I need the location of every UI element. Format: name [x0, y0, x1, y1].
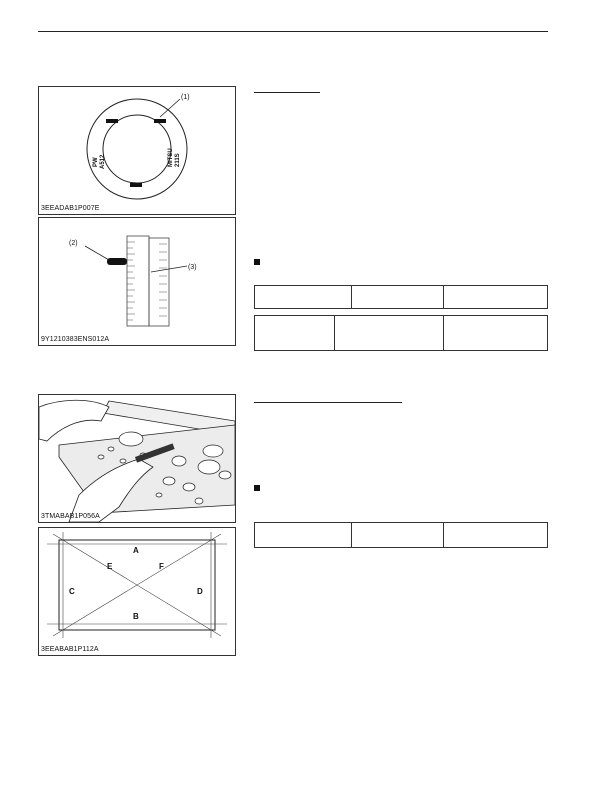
figure-gauge [38, 217, 236, 346]
diagram-label: B [133, 612, 139, 621]
table-cell [444, 286, 547, 308]
callout-leader [160, 99, 180, 117]
measure-diagram [39, 528, 235, 655]
table-cell [335, 316, 444, 350]
spec-table [254, 522, 548, 548]
ring-text: 211S [175, 153, 181, 167]
figure-ring-marks [38, 86, 236, 215]
plastigage-strip [107, 258, 127, 265]
ring-text: A512 [100, 154, 106, 169]
gauge-scale-right [149, 238, 169, 326]
gauge-ticks [127, 242, 167, 320]
header-rule [38, 31, 548, 32]
ring-mark [130, 183, 142, 187]
table-cell [352, 523, 444, 547]
ring-mark [154, 119, 166, 123]
ring-inner [103, 115, 171, 183]
table-cell [352, 286, 444, 308]
gauge-scale-left [127, 236, 149, 326]
gauge-illustration [39, 218, 235, 345]
ring-mark [106, 119, 118, 123]
callout-leader [85, 246, 109, 260]
figure-code: 9Y1210383ENS012A [41, 336, 110, 343]
section-heading-rule [254, 402, 402, 403]
figure-code: 3EEABAB1P112A [41, 646, 99, 653]
callout-label: (3) [188, 264, 197, 271]
figure-head-inspection [38, 394, 236, 523]
diagram-label: E [107, 562, 113, 571]
table-cell [444, 523, 547, 547]
callout-label: (2) [69, 240, 78, 247]
figure-code: 3TMABAB1P056A [41, 513, 100, 520]
ring-text: MITSU [168, 148, 174, 167]
callout-label: (1) [181, 94, 190, 101]
diagram-label: D [197, 587, 203, 596]
ring-text: PW [93, 157, 99, 167]
diagram-label: A [133, 546, 139, 555]
diagram-label: C [69, 587, 75, 596]
table-cell [444, 316, 547, 350]
ring-illustration [39, 87, 235, 214]
table-cell [255, 286, 352, 308]
left-hand [39, 400, 109, 441]
diagram-label: F [159, 562, 164, 571]
head-illustration [39, 395, 235, 522]
bullet-marker [254, 259, 260, 265]
section-heading-rule [254, 92, 320, 93]
figure-code: 3EEADAB1P007E [41, 205, 100, 212]
figure-measure-diagram [38, 527, 236, 656]
spec-table [254, 315, 548, 351]
table-cell [255, 523, 352, 547]
table-cell [255, 316, 335, 350]
spec-table [254, 285, 548, 309]
bullet-marker [254, 485, 260, 491]
